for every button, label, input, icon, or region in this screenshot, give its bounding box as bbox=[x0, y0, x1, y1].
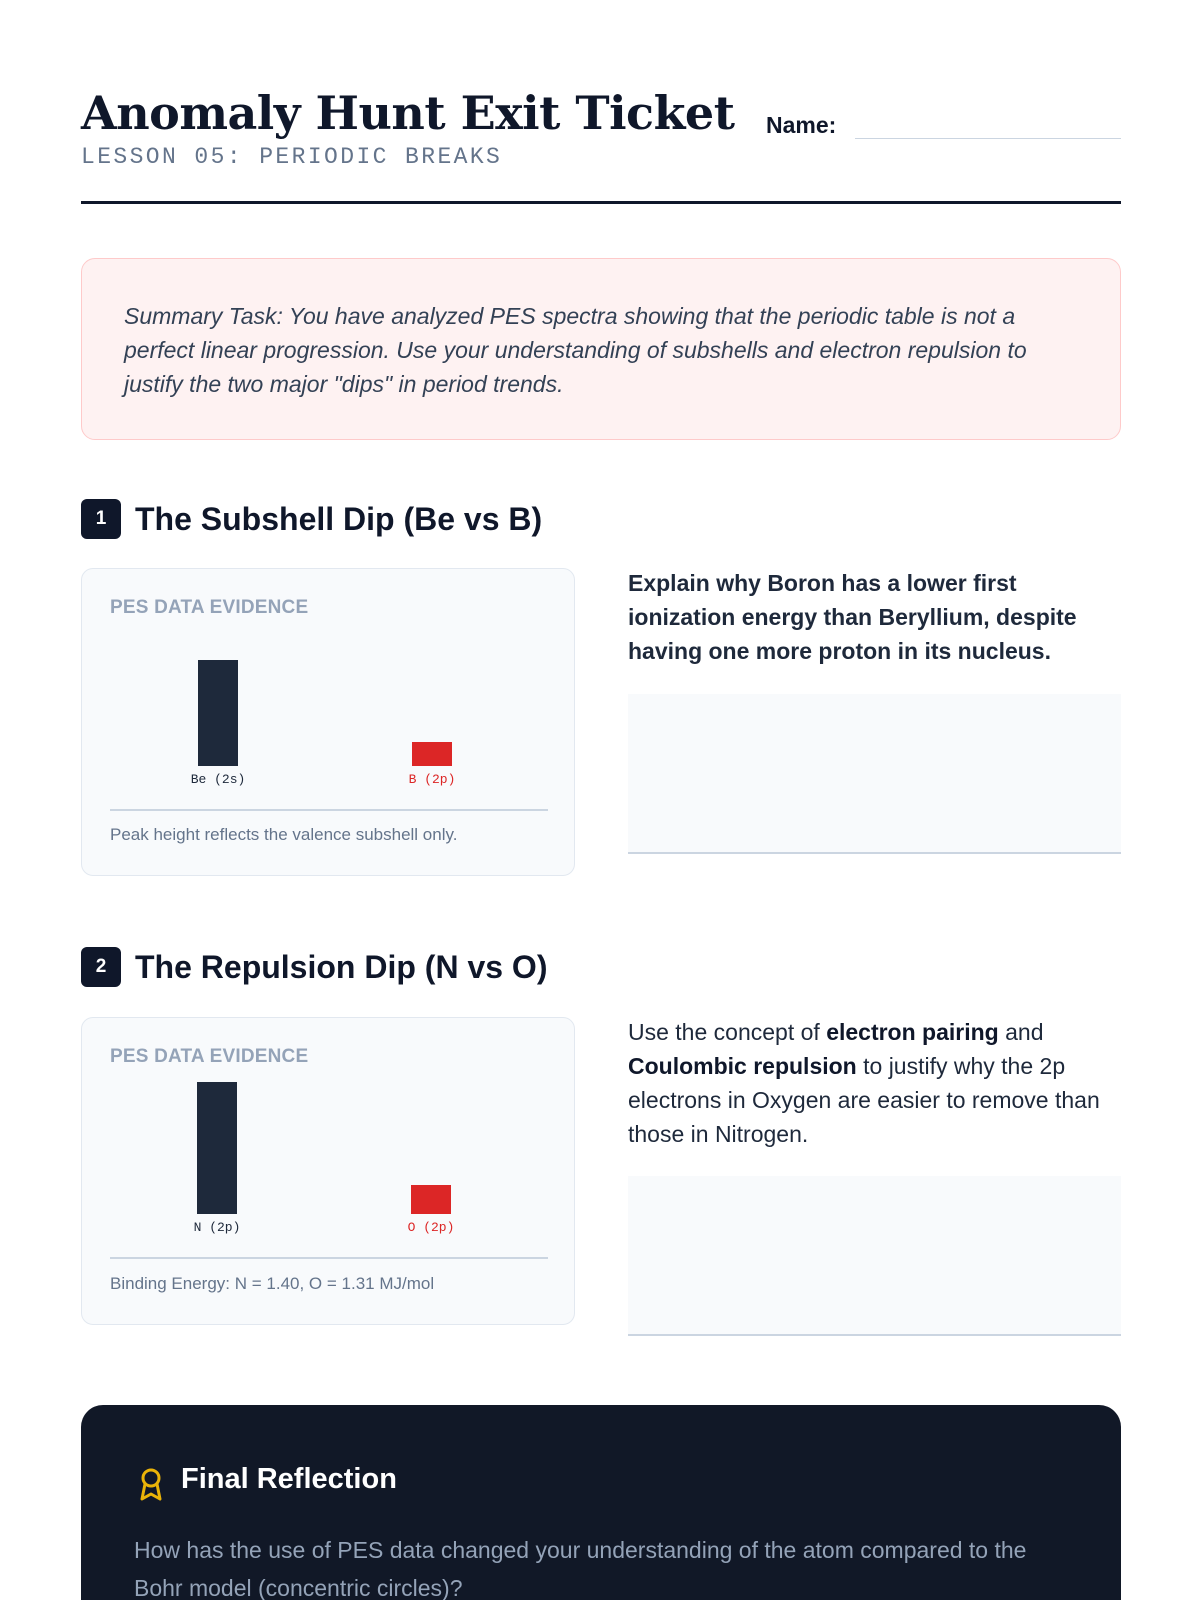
section-title: The Repulsion Dip (N vs O) bbox=[135, 949, 548, 985]
bar-label-b: B (2p) bbox=[408, 772, 456, 787]
prompt-text: to justify why the 2p electrons in Oxygen are easier to remove than those in Nitrogen. bbox=[628, 1053, 1100, 1147]
lesson-subtitle: LESSON 05: PERIODIC BREAKS bbox=[81, 144, 503, 170]
section-2-prompt bbox=[628, 1015, 1121, 1151]
final-reflection-panel bbox=[81, 1405, 1121, 1600]
name-input-line[interactable] bbox=[855, 138, 1121, 139]
header bbox=[81, 86, 1121, 204]
pes-evidence-card-2 bbox=[81, 1017, 575, 1325]
prompt-term-electron-pairing: electron pairing bbox=[826, 1019, 999, 1045]
section-1-prompt: Explain why Boron has a lower first ionization energy than Beryllium, despite having one more proton in its nucleus. bbox=[628, 570, 1077, 664]
award-icon bbox=[137, 1467, 165, 1501]
page-title: Anomaly Hunt Exit Ticket bbox=[81, 86, 735, 140]
bar-label-o: O (2p) bbox=[407, 1220, 455, 1235]
evidence-note: Peak height reflects the valence subshell only. bbox=[110, 825, 458, 844]
prompt-term-coulombic-repulsion: Coulombic repulsion bbox=[628, 1053, 857, 1079]
section-number-badge: 1 bbox=[81, 499, 121, 539]
bar-label-n: N (2p) bbox=[193, 1220, 241, 1235]
bar-be bbox=[198, 660, 238, 766]
section-title: The Subshell Dip (Be vs B) bbox=[135, 501, 543, 537]
evidence-label: PES DATA EVIDENCE bbox=[110, 597, 309, 618]
chart-baseline-rule bbox=[110, 1257, 548, 1259]
pes-evidence-card-1 bbox=[81, 568, 575, 876]
final-reflection-question: How has the use of PES data changed your understanding of the atom compared to the Bohr model (concentric circles)? bbox=[134, 1537, 1027, 1600]
final-reflection-title: Final Reflection bbox=[181, 1463, 397, 1495]
section-number-badge: 2 bbox=[81, 947, 121, 987]
summary-text: Summary Task: You have analyzed PES spectra showing that the periodic table is not a perfect linear progression. Use your understanding of subshells and electron repulsion to justify the two major "dips" in period trends. bbox=[124, 303, 1027, 397]
bar-n bbox=[197, 1082, 237, 1214]
name-label: Name: bbox=[766, 112, 837, 138]
exit-ticket-page bbox=[81, 0, 1121, 1600]
answer-box-2[interactable] bbox=[628, 1176, 1121, 1336]
summary-task-box bbox=[81, 258, 1121, 440]
answer-box-1[interactable] bbox=[628, 694, 1121, 854]
prompt-text: and bbox=[998, 1019, 1044, 1045]
chart-baseline-rule bbox=[110, 809, 548, 811]
evidence-note: Binding Energy: N = 1.40, O = 1.31 MJ/mol bbox=[110, 1274, 435, 1293]
bar-b bbox=[412, 742, 452, 766]
bar-label-be: Be (2s) bbox=[190, 772, 246, 787]
prompt-text: Use the concept of bbox=[628, 1019, 827, 1045]
evidence-label: PES DATA EVIDENCE bbox=[110, 1046, 309, 1067]
bar-o bbox=[411, 1185, 451, 1214]
